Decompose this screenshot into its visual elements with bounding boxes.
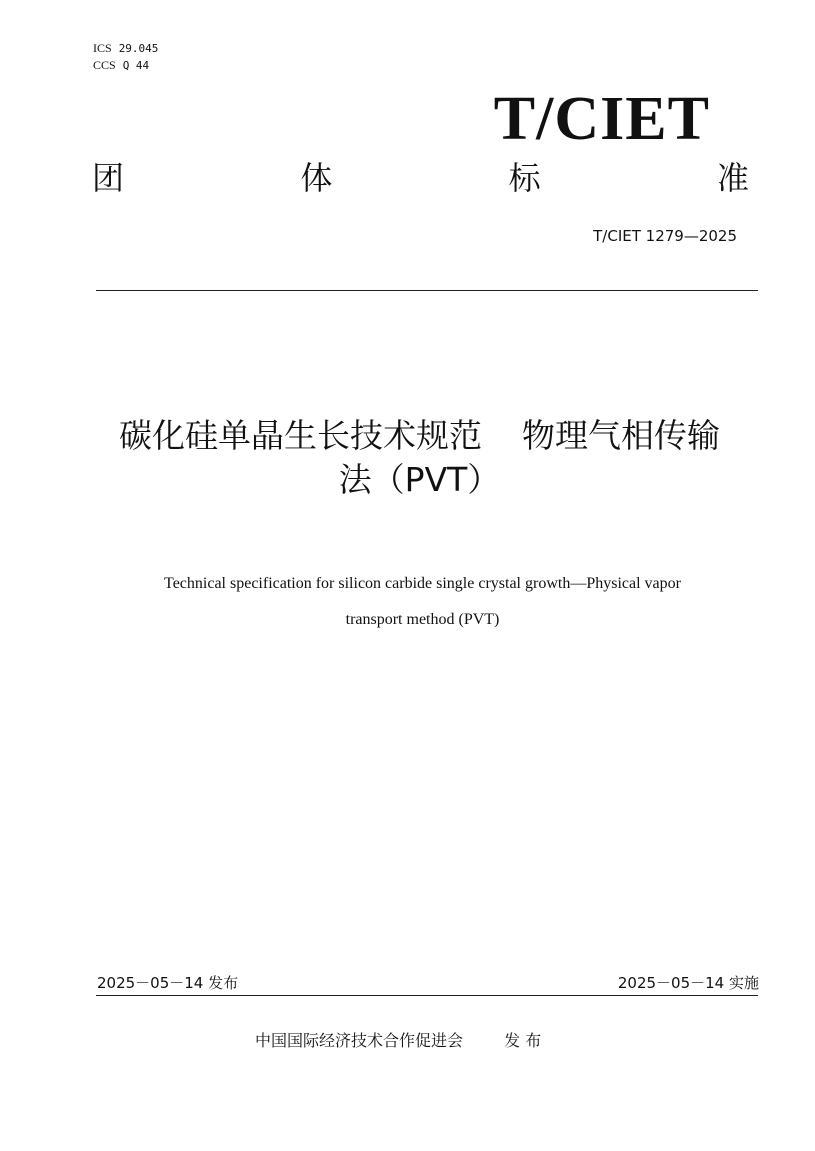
footer-divider bbox=[96, 995, 758, 996]
chinese-title bbox=[60, 414, 779, 502]
standard-type-char: 团 bbox=[92, 159, 125, 197]
ics-code: 29.045 bbox=[118, 42, 159, 55]
classification-codes bbox=[93, 40, 158, 74]
ccs-line bbox=[93, 57, 158, 74]
publisher-name: 中国国际经济技术合作促进会 bbox=[255, 1031, 464, 1050]
english-title-line-1: Technical specification for silicon carbide single crystal growth—Physical vapor bbox=[164, 575, 681, 592]
english-title bbox=[100, 566, 745, 638]
header-divider bbox=[96, 290, 758, 291]
standard-number: T/CIET 1279—2025 bbox=[593, 227, 737, 245]
ics-line bbox=[93, 40, 158, 57]
organization-code: T/CIET bbox=[493, 85, 710, 153]
publisher bbox=[255, 1030, 541, 1052]
chinese-title-part-2: 物理气相传输 bbox=[522, 416, 720, 455]
standard-type-char: 体 bbox=[300, 159, 333, 197]
standard-type-char: 准 bbox=[716, 159, 749, 197]
standard-type-char: 标 bbox=[508, 159, 541, 197]
date-row bbox=[97, 972, 759, 994]
standard-type bbox=[92, 158, 749, 198]
publisher-action: 发 布 bbox=[504, 1031, 542, 1050]
ccs-code: Q 44 bbox=[122, 59, 150, 72]
ics-label: ICS bbox=[93, 41, 112, 55]
chinese-title-line-2: 法（PVT） bbox=[338, 460, 501, 499]
chinese-title-part-1: 碳化硅单晶生长技术规范 bbox=[119, 416, 482, 455]
chinese-title-line-1 bbox=[60, 414, 779, 458]
english-title-line-2: transport method (PVT) bbox=[345, 611, 500, 628]
publish-date: 2025－05－14 发布 bbox=[97, 974, 239, 992]
ccs-label: CCS bbox=[93, 58, 116, 72]
implement-date: 2025－05－14 实施 bbox=[617, 974, 759, 992]
